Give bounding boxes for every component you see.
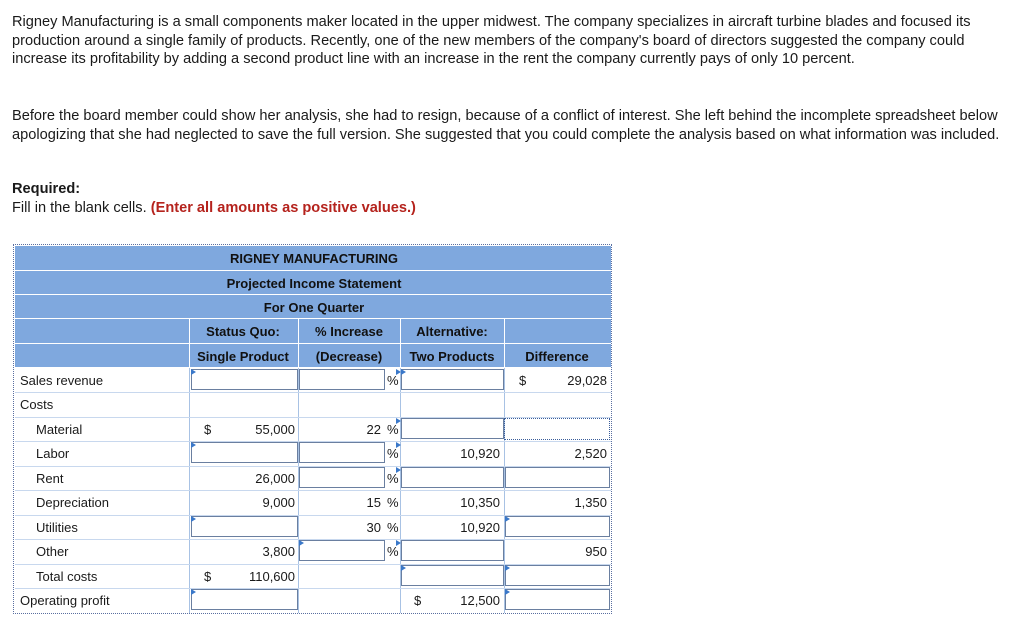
- header-divider: [298, 319, 299, 368]
- input-marker: [505, 565, 510, 571]
- sales-alternative-input[interactable]: [401, 369, 504, 390]
- input-marker: [505, 589, 510, 595]
- depreciation-difference-value: 1,350: [574, 495, 607, 510]
- input-marker: [191, 516, 196, 522]
- labor-pct-input[interactable]: [299, 442, 385, 463]
- required-instruction: [12, 200, 416, 216]
- grid-line: [15, 392, 611, 393]
- total-costs-alternative-input[interactable]: [401, 565, 504, 586]
- input-marker: [191, 442, 196, 448]
- required-note: (Enter all amounts as positive values.): [150, 200, 416, 216]
- percent-sign: %: [387, 446, 399, 461]
- labor-difference-value: 2,520: [574, 446, 607, 461]
- labor-status-quo-input[interactable]: [191, 442, 298, 463]
- dollar-sign: $: [414, 593, 422, 608]
- percent-sign: %: [387, 471, 399, 486]
- rent-alternative-input[interactable]: [401, 467, 504, 488]
- header-divider: [504, 319, 505, 368]
- material-pct-value: 22: [366, 422, 381, 437]
- dollar-sign: $: [204, 569, 212, 584]
- percent-sign: %: [387, 520, 399, 535]
- statement-title: Projected Income Statement: [226, 276, 402, 291]
- total-costs-difference-input[interactable]: [505, 565, 610, 586]
- row-label-labor: Labor: [36, 446, 70, 461]
- col-alt-label-2: Two Products: [409, 349, 495, 364]
- row-label-rent: Rent: [36, 471, 64, 486]
- other-difference-value: 950: [585, 544, 607, 559]
- percent-sign: %: [387, 373, 399, 388]
- depreciation-status-quo-value: 9,000: [262, 495, 295, 510]
- profit-status-quo-input[interactable]: [191, 589, 298, 610]
- period-title: For One Quarter: [263, 300, 365, 315]
- col-alt-label-1: Alternative:: [416, 324, 488, 339]
- depreciation-alternative-value: 10,350: [460, 495, 500, 510]
- percent-sign: %: [387, 495, 399, 510]
- rent-pct-input[interactable]: [299, 467, 385, 488]
- utilities-status-quo-input[interactable]: [191, 516, 298, 537]
- row-label-operating-profit: Operating profit: [20, 593, 110, 608]
- sales-pct-input[interactable]: [299, 369, 385, 390]
- depreciation-pct-value: 15: [366, 495, 381, 510]
- required-text: Fill in the blank cells.: [12, 200, 147, 216]
- dollar-sign: $: [519, 373, 527, 388]
- material-alternative-input[interactable]: [401, 418, 504, 439]
- col-diff-label: Difference: [525, 349, 589, 364]
- grid-line: [15, 490, 611, 491]
- col-status-label-2: Single Product: [197, 349, 289, 364]
- income-statement-spreadsheet: [13, 244, 612, 614]
- labor-alternative-value: 10,920: [460, 446, 500, 461]
- intro-paragraph-1: Rigney Manufacturing is a small components maker located in the upper midwest. The company specializes in aircraft turbine blades and focused its production around a single family of products. Recently, one of the new members of the company's board of directors suggested the company could increase its profitability by adding a second product line with an increase in the rent the company currently pays of only 10 percent.: [12, 14, 971, 68]
- row-label-costs: Costs: [20, 397, 54, 412]
- input-marker: [505, 516, 510, 522]
- row-label-total-costs: Total costs: [36, 569, 98, 584]
- sales-status-quo-input[interactable]: [191, 369, 298, 390]
- header-divider: [189, 319, 190, 368]
- input-marker: [401, 565, 406, 571]
- input-marker: [396, 442, 401, 448]
- row-label-depreciation: Depreciation: [36, 495, 109, 510]
- other-pct-input[interactable]: [299, 540, 385, 561]
- row-label-other: Other: [36, 544, 69, 559]
- input-marker: [191, 589, 196, 595]
- material-status-quo-value: 55,000: [255, 422, 295, 437]
- percent-sign: %: [387, 422, 399, 437]
- input-marker: [191, 369, 196, 375]
- required-heading: Required:: [12, 181, 81, 197]
- row-label-utilities: Utilities: [36, 520, 78, 535]
- company-title: RIGNEY MANUFACTURING: [229, 251, 399, 266]
- col-pct-label-1: % Increase: [315, 324, 383, 339]
- other-status-quo-value: 3,800: [262, 544, 295, 559]
- row-label-sales-revenue: Sales revenue: [20, 373, 104, 388]
- input-marker: [299, 540, 304, 546]
- row-label-material: Material: [36, 422, 83, 437]
- utilities-difference-input[interactable]: [505, 516, 610, 537]
- col-status-label-1: Status Quo:: [206, 324, 280, 339]
- sales-difference-value: 29,028: [567, 373, 607, 388]
- other-alternative-input[interactable]: [401, 540, 504, 561]
- utilities-alternative-value: 10,920: [460, 520, 500, 535]
- rent-difference-input[interactable]: [505, 467, 610, 488]
- header-divider: [400, 319, 401, 368]
- rent-status-quo-value: 26,000: [255, 471, 295, 486]
- input-marker: [401, 369, 406, 375]
- material-difference-input[interactable]: [504, 418, 610, 440]
- intro-paragraph-2: Before the board member could show her analysis, she had to resign, because of a conflict of interest. She left behind the incomplete spreadsheet below apologizing that she had neglected to save the full version. She suggested that you could complete the analysis based on what information was included.: [12, 108, 1000, 143]
- profit-difference-input[interactable]: [505, 589, 610, 610]
- percent-sign: %: [387, 544, 399, 559]
- utilities-pct-value: 30: [366, 520, 381, 535]
- total-costs-status-quo-value: 110,600: [248, 569, 295, 584]
- dollar-sign: $: [204, 422, 212, 437]
- col-pct-label-2: (Decrease): [315, 349, 383, 364]
- profit-alternative-value: 12,500: [460, 593, 500, 608]
